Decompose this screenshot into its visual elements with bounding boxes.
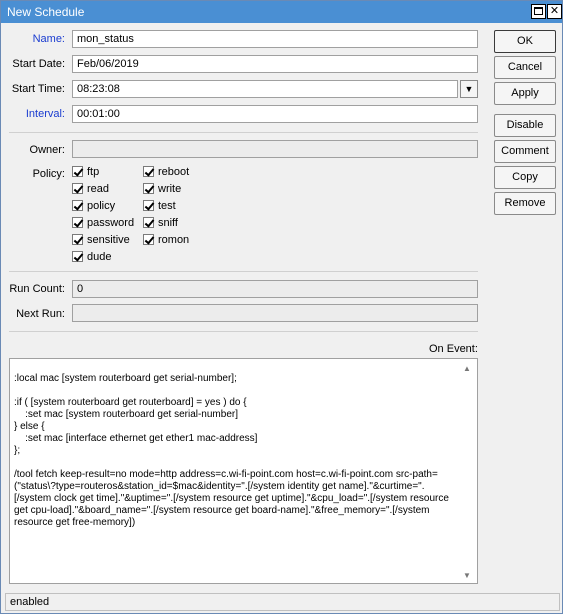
- policy-romon[interactable]: romon: [143, 234, 189, 249]
- checkbox-checked-icon[interactable]: [72, 166, 83, 177]
- policy-sniff[interactable]: sniff: [143, 217, 178, 232]
- title-bar[interactable]: [1, 1, 562, 23]
- policy-password[interactable]: password: [72, 217, 134, 232]
- close-icon[interactable]: ✕: [547, 4, 562, 19]
- interval-label: Interval:: [25, 108, 65, 120]
- start-time-label: Start Time:: [11, 83, 65, 95]
- window-title: New Schedule: [7, 5, 85, 19]
- scroll-up-icon[interactable]: ▲: [463, 364, 471, 373]
- start-date-field[interactable]: Feb/06/2019: [72, 55, 478, 73]
- start-time-field[interactable]: 08:23:08: [72, 80, 458, 98]
- interval-field[interactable]: 00:01:00: [72, 105, 478, 123]
- run-count-label: Run Count:: [9, 283, 65, 295]
- next-run-label: Next Run:: [16, 308, 65, 320]
- next-run-field: [72, 304, 478, 322]
- copy-button[interactable]: Copy: [494, 166, 556, 189]
- policy-reboot[interactable]: reboot: [143, 166, 189, 181]
- cancel-button[interactable]: Cancel: [494, 56, 556, 79]
- policy-sensitive[interactable]: sensitive: [72, 234, 130, 249]
- separator: [9, 331, 478, 332]
- checkbox-checked-icon[interactable]: [72, 251, 83, 262]
- policy-label: Policy:: [32, 168, 65, 180]
- checkbox-checked-icon[interactable]: [143, 183, 154, 194]
- policy-read[interactable]: read: [72, 183, 109, 198]
- maximize-icon[interactable]: [531, 4, 546, 19]
- policy-dude[interactable]: dude: [72, 251, 111, 266]
- run-count-field: 0: [72, 280, 478, 298]
- policy-test[interactable]: test: [143, 200, 176, 215]
- policy-policy[interactable]: policy: [72, 200, 115, 215]
- checkbox-checked-icon[interactable]: [72, 183, 83, 194]
- checkbox-checked-icon[interactable]: [143, 234, 154, 245]
- remove-button[interactable]: Remove: [494, 192, 556, 215]
- name-field[interactable]: mon_status: [72, 30, 478, 48]
- ok-button[interactable]: OK: [494, 30, 556, 53]
- checkbox-checked-icon[interactable]: [72, 234, 83, 245]
- start-date-label: Start Date:: [12, 58, 65, 70]
- on-event-script-editor[interactable]: :local mac [system routerboard get serial-number]; :if ( [system routerboard get routerboard] = yes ) do { :set mac [system routerboard get serial-number] } else { :set mac [interface ethernet get ether1 mac-address] }; /tool fetch keep-result=no mode=http address=c.wi-fi-point.com host=c.wi-fi-point.com src-path=("status\?type=routeros&station_id=$mac&identity=".[/system identity get name]."&curtime=".[/system clock get time]."&uptime=".[/system resource get uptime]."&cpu_load=".[/system resource get cpu-load]."&board_name=".[/system resource get board-name]."&free_memory=".[/system resource get free-memory]): [9, 358, 478, 584]
- status-bar: enabled: [5, 593, 560, 611]
- checkbox-checked-icon[interactable]: [143, 200, 154, 211]
- checkbox-checked-icon[interactable]: [72, 200, 83, 211]
- disable-button[interactable]: Disable: [494, 114, 556, 137]
- checkbox-checked-icon[interactable]: [143, 166, 154, 177]
- separator: [9, 271, 478, 272]
- checkbox-checked-icon[interactable]: [143, 217, 154, 228]
- comment-button[interactable]: Comment: [494, 140, 556, 163]
- owner-label: Owner:: [29, 144, 65, 156]
- name-label: Name:: [32, 33, 65, 45]
- policy-write[interactable]: write: [143, 183, 181, 198]
- on-event-label: On Event:: [429, 343, 478, 355]
- checkbox-checked-icon[interactable]: [72, 217, 83, 228]
- apply-button[interactable]: Apply: [494, 82, 556, 105]
- separator: [9, 132, 478, 133]
- policy-ftp[interactable]: ftp: [72, 166, 99, 181]
- owner-field: [72, 140, 478, 158]
- triangle-down-icon[interactable]: ▼: [460, 80, 478, 98]
- scroll-down-icon[interactable]: ▼: [463, 571, 471, 580]
